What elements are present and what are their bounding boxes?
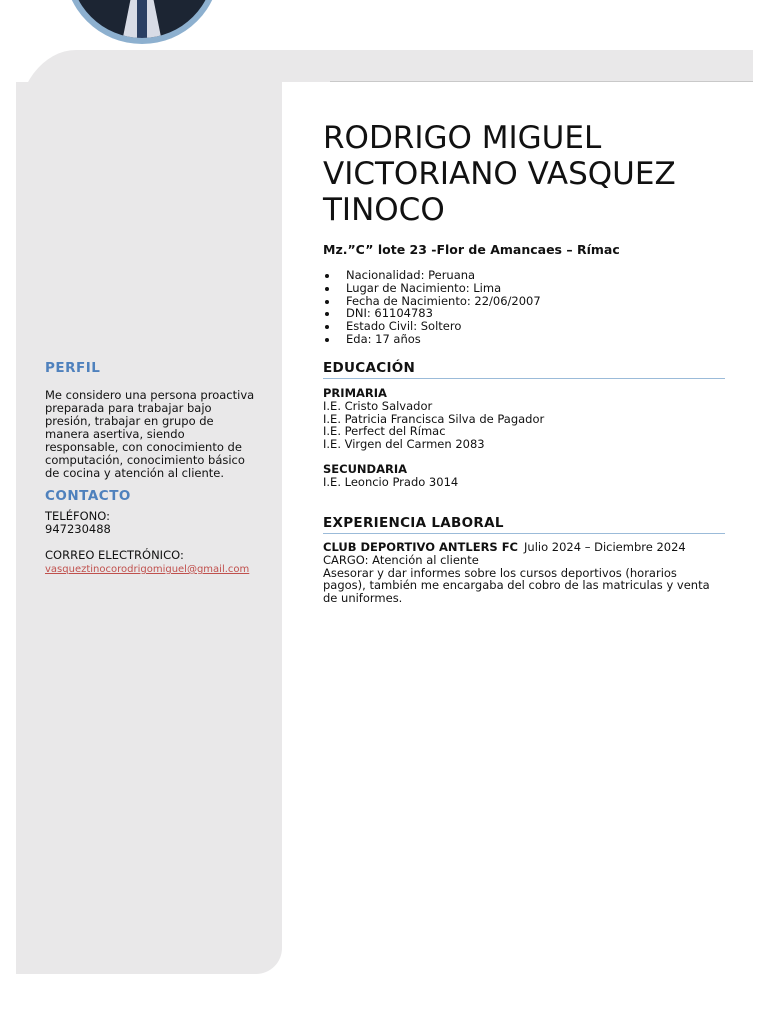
avatar-tie (137, 0, 147, 38)
list-item: DNI: 61104783 (323, 307, 541, 320)
contacto-title: CONTACTO (45, 488, 131, 504)
perfil-text: Me considero una persona proactiva preparada para trabajar bajo presión, trabajar en grupo de manera asertiva, siendo responsable, con conocimiento de computación, conocimiento básico de cocina y atención al cliente. (45, 388, 255, 480)
experience-entry (323, 541, 723, 605)
list-item: Nacionalidad: Peruana (323, 269, 541, 282)
primaria-section (323, 387, 723, 451)
phone-label: TELÉFONO: (45, 509, 110, 523)
page-title: RODRIGO MIGUEL VICTORIANO VASQUEZ TINOCO (323, 120, 676, 228)
list-item: Estado Civil: Soltero (323, 320, 541, 333)
phone-value: 947230488 (45, 522, 111, 536)
job-dates: Julio 2024 – Diciembre 2024 (524, 540, 686, 554)
list-item: Fecha de Nacimiento: 22/06/2007 (323, 295, 541, 308)
personal-facts (323, 269, 541, 346)
email-link[interactable]: vasqueztinocorodrigomiguel@gmail.com (45, 564, 250, 575)
company-name: CLUB DEPORTIVO ANTLERS FC (323, 540, 519, 554)
primaria-label: PRIMARIA (323, 386, 387, 400)
list-item: Eda: 17 años (323, 333, 541, 346)
email-label: CORREO ELECTRÓNICO: (45, 548, 184, 562)
list-item: I.E. Cristo Salvador (323, 398, 433, 413)
contacto-section (45, 510, 275, 576)
perfil-section (45, 360, 260, 480)
address: Mz.”C” lote 23 -Flor de Amancaes – Rímac (323, 242, 620, 257)
list-item: I.E. Patricia Francisca Silva de Pagador (323, 411, 545, 426)
education-title: EDUCACIÓN (323, 360, 725, 379)
list-item: I.E. Virgen del Carmen 2083 (323, 437, 485, 452)
job-description: Asesorar y dar informes sobre los cursos deportivos (horarios pagos), también me encargaba del cobro de las matriculas y venta de uniformes. (323, 565, 710, 606)
perfil-title: PERFIL (45, 360, 101, 376)
list-item: I.E. Perfect del Rímac (323, 424, 446, 439)
list-item: I.E. Leoncio Prado 3014 (323, 474, 459, 489)
job-role: CARGO: Atención al cliente (323, 552, 479, 567)
list-item: Lugar de Nacimiento: Lima (323, 282, 541, 295)
header-band (65, 50, 753, 82)
divider (330, 81, 753, 82)
experience-title: EXPERIENCIA LABORAL (323, 515, 725, 534)
secundaria-label: SECUNDARIA (323, 462, 408, 476)
secundaria-section (323, 463, 723, 489)
